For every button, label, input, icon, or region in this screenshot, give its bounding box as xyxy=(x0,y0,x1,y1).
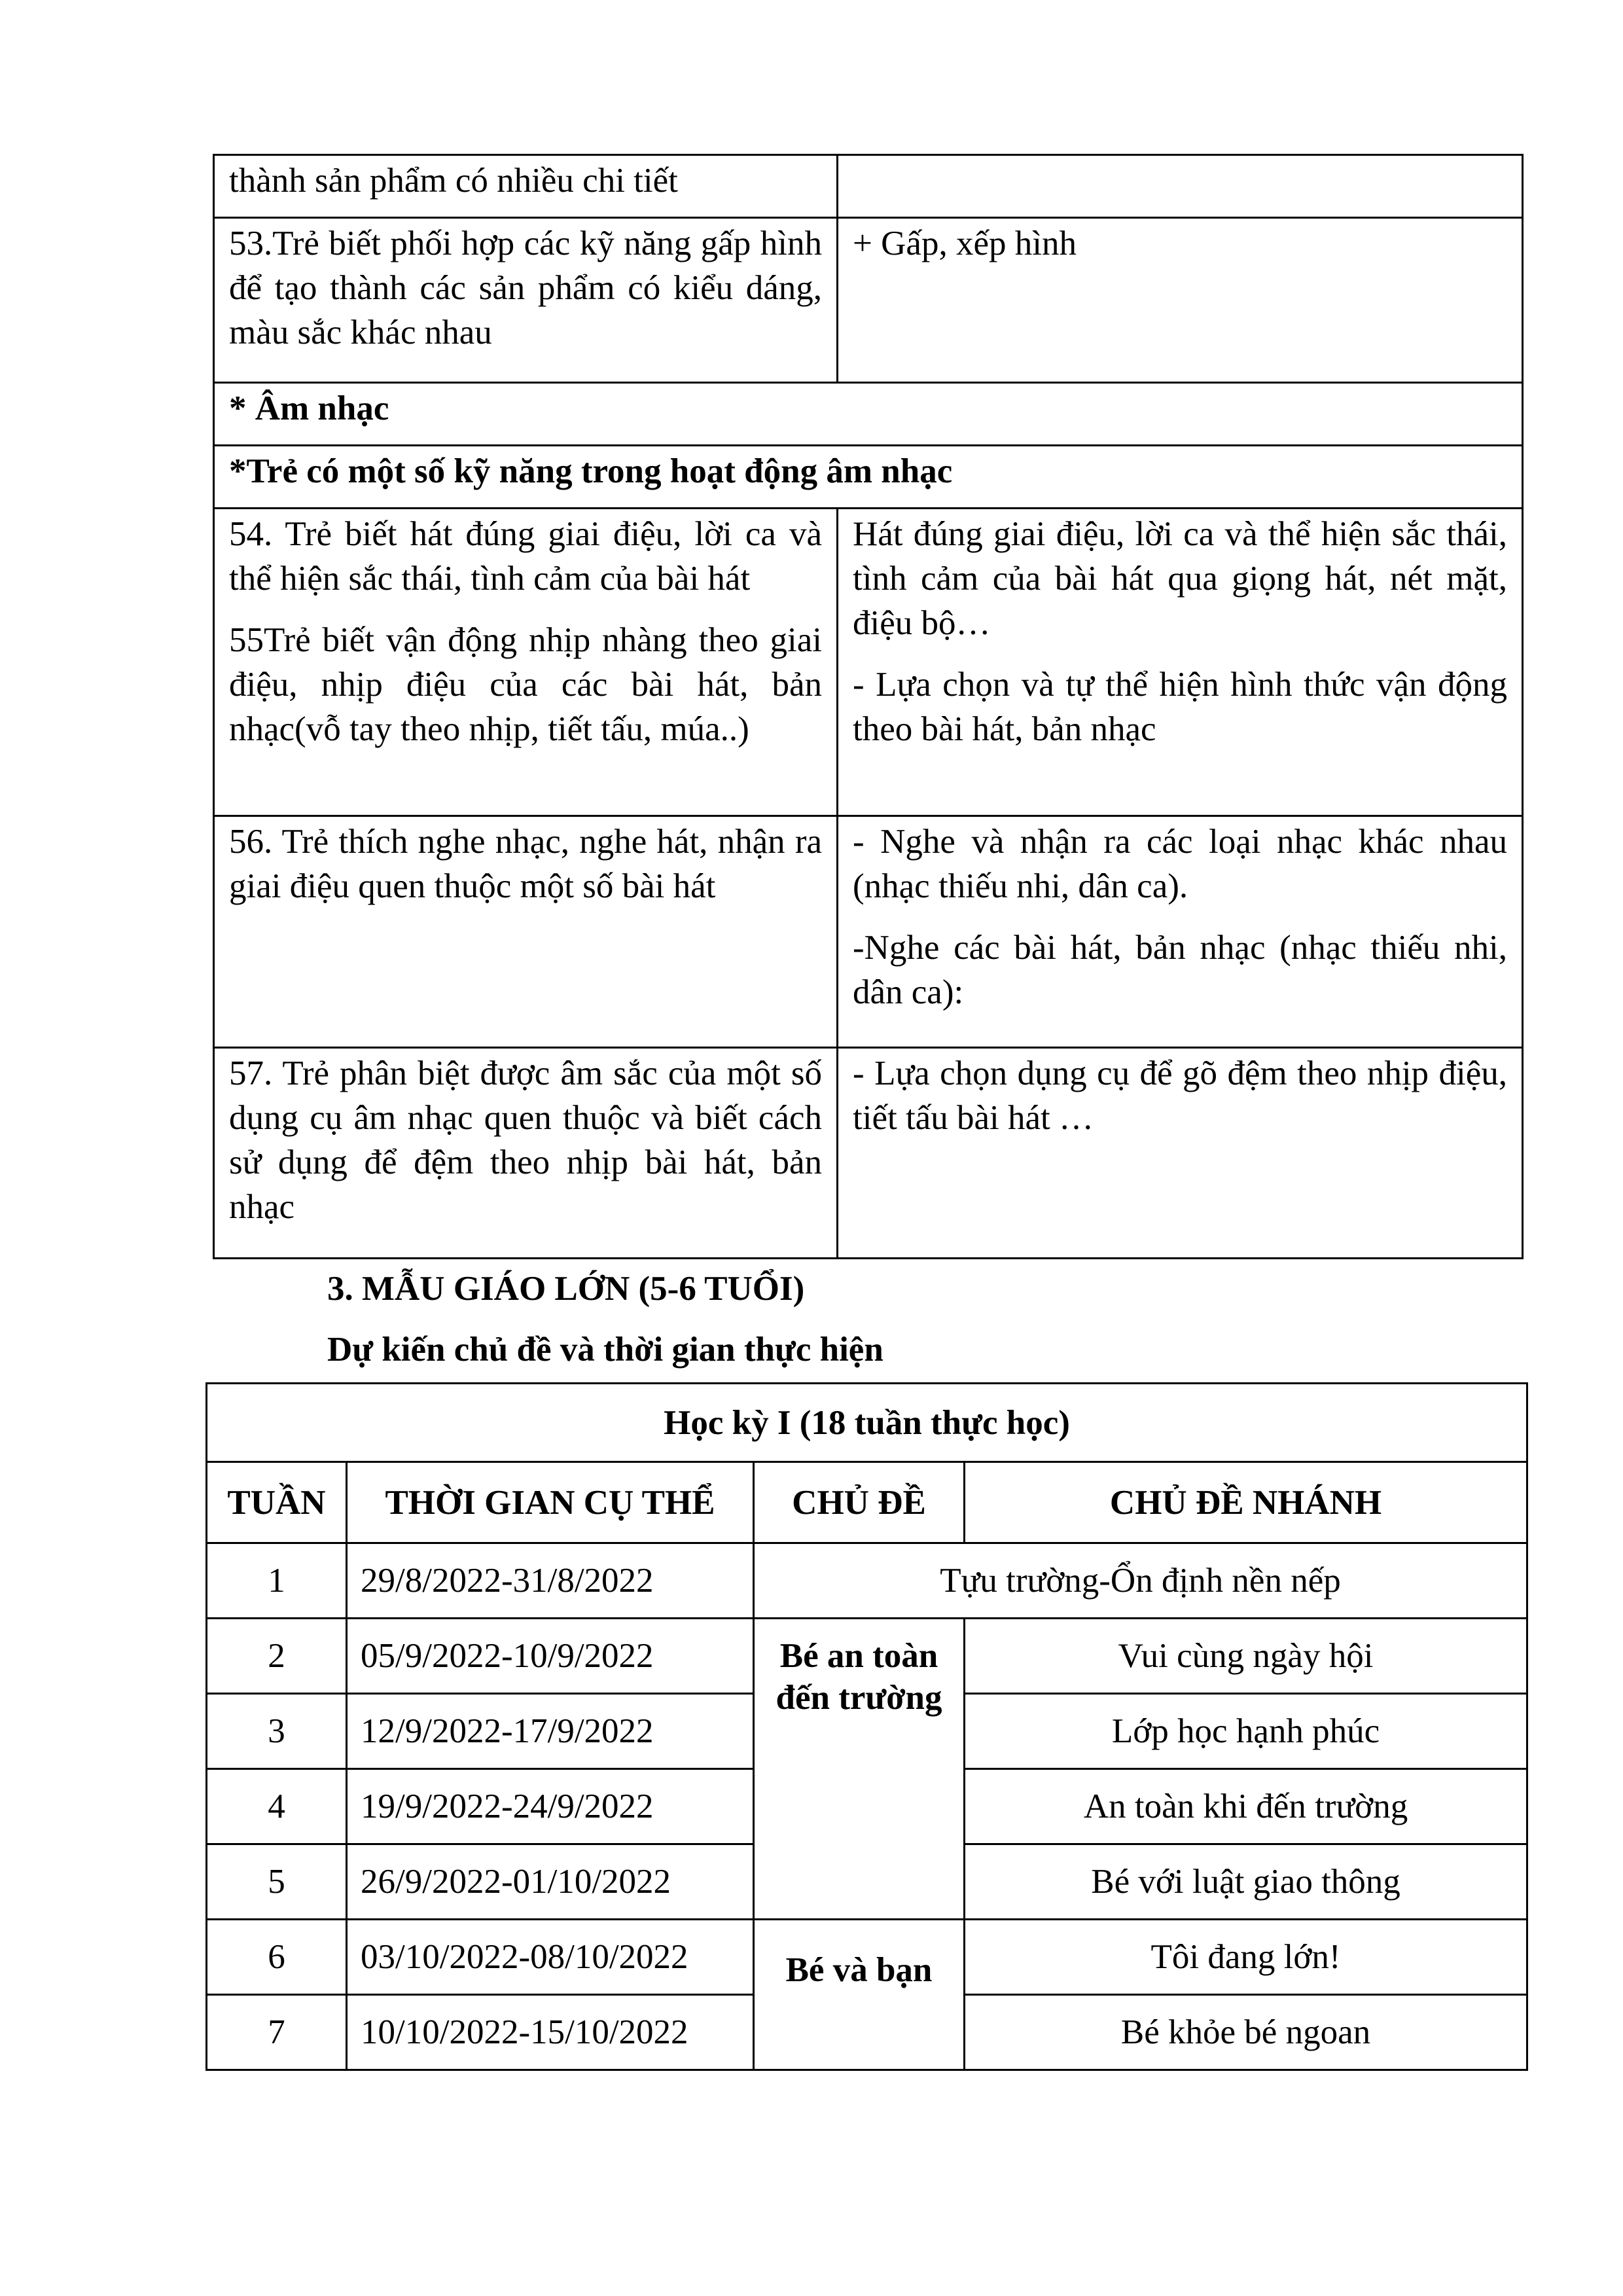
week-subtopic: Bé khỏe bé ngoan xyxy=(965,1995,1527,2070)
week-subtopic: Lớp học hạnh phúc xyxy=(965,1694,1527,1769)
theme-me-and-friends: Bé và bạn xyxy=(754,1920,965,2070)
week-subtopic: Tôi đang lớn! xyxy=(965,1920,1527,1995)
goal-cell: thành sản phẩm có nhiều chi tiết xyxy=(214,155,838,218)
goal-54-55: 54. Trẻ biết hát đúng giai điệu, lời ca và thể hiện sắc thái, tình cảm của bài hát 55Trẻ biết vận động nhịp nhàng theo giai điệu, nhịp điệu của các bài hát, bản nhạc(vỗ tay theo nhịp, tiết tấu, múa..) xyxy=(214,509,838,816)
week-topic: Tựu trường-Ổn định nền nếp xyxy=(754,1543,1527,1619)
semester-header: Học kỳ I (18 tuần thực học) xyxy=(207,1384,1527,1462)
week-number: 4 xyxy=(207,1769,347,1844)
section-heading: 3. MẪU GIÁO LỚN (5-6 TUỔI) xyxy=(327,1270,805,1308)
section-subheading: Dự kiến chủ đề và thời gian thực hiện xyxy=(327,1331,883,1369)
week-dates: 29/8/2022-31/8/2022 xyxy=(347,1543,754,1619)
goal-53: 53.Trẻ biết phối hợp các kỹ năng gấp hình để tạo thành các sản phẩm có kiểu dáng, màu sắc khác nhau xyxy=(214,218,838,383)
week-number: 5 xyxy=(207,1844,347,1920)
week-number: 3 xyxy=(207,1694,347,1769)
goal-56: 56. Trẻ thích nghe nhạc, nghe hát, nhận ra giai điệu quen thuộc một số bài hát xyxy=(214,816,838,1048)
learning-goals-table xyxy=(213,154,1524,1259)
week-number: 2 xyxy=(207,1619,347,1694)
theme-safe-to-school: Bé an toàn đến trường xyxy=(754,1619,965,1920)
week-dates: 03/10/2022-08/10/2022 xyxy=(347,1920,754,1995)
section-music: * Âm nhạc xyxy=(214,383,1523,446)
week-subtopic: An toàn khi đến trường xyxy=(965,1769,1527,1844)
week-dates: 12/9/2022-17/9/2022 xyxy=(347,1694,754,1769)
week-dates: 26/9/2022-01/10/2022 xyxy=(347,1844,754,1920)
week-number: 7 xyxy=(207,1995,347,2070)
schedule-table xyxy=(205,1382,1528,2071)
week-number: 1 xyxy=(207,1543,347,1619)
header-topic: CHỦ ĐỀ xyxy=(754,1462,965,1543)
content-53: + Gấp, xếp hình xyxy=(838,218,1523,383)
week-number: 6 xyxy=(207,1920,347,1995)
week-subtopic: Bé với luật giao thông xyxy=(965,1844,1527,1920)
content-56: - Nghe và nhận ra các loại nhạc khác nhau (nhạc thiếu nhi, dân ca). -Nghe các bài hát, bản nhạc (nhạc thiếu nhi, dân ca): xyxy=(838,816,1523,1048)
week-dates: 10/10/2022-15/10/2022 xyxy=(347,1995,754,2070)
week-dates: 19/9/2022-24/9/2022 xyxy=(347,1769,754,1844)
header-subtopic: CHỦ ĐỀ NHÁNH xyxy=(965,1462,1527,1543)
header-week: TUẦN xyxy=(207,1462,347,1543)
week-dates: 05/9/2022-10/9/2022 xyxy=(347,1619,754,1694)
content-57: - Lựa chọn dụng cụ để gõ đệm theo nhịp điệu, tiết tấu bài hát … xyxy=(838,1048,1523,1259)
section-music-skills: *Trẻ có một số kỹ năng trong hoạt động âm nhạc xyxy=(214,446,1523,509)
goal-57: 57. Trẻ phân biệt được âm sắc của một số dụng cụ âm nhạc quen thuộc và biết cách sử dụng để đệm theo nhịp bài hát, bản nhạc xyxy=(214,1048,838,1259)
content-cell xyxy=(838,155,1523,218)
content-54-55: Hát đúng giai điệu, lời ca và thể hiện sắc thái, tình cảm của bài hát qua giọng hát, nét mặt, điệu bộ… - Lựa chọn và tự thể hiện hình thức vận động theo bài hát, bản nhạc xyxy=(838,509,1523,816)
header-dates: THỜI GIAN CỤ THỂ xyxy=(347,1462,754,1543)
week-subtopic: Vui cùng ngày hội xyxy=(965,1619,1527,1694)
